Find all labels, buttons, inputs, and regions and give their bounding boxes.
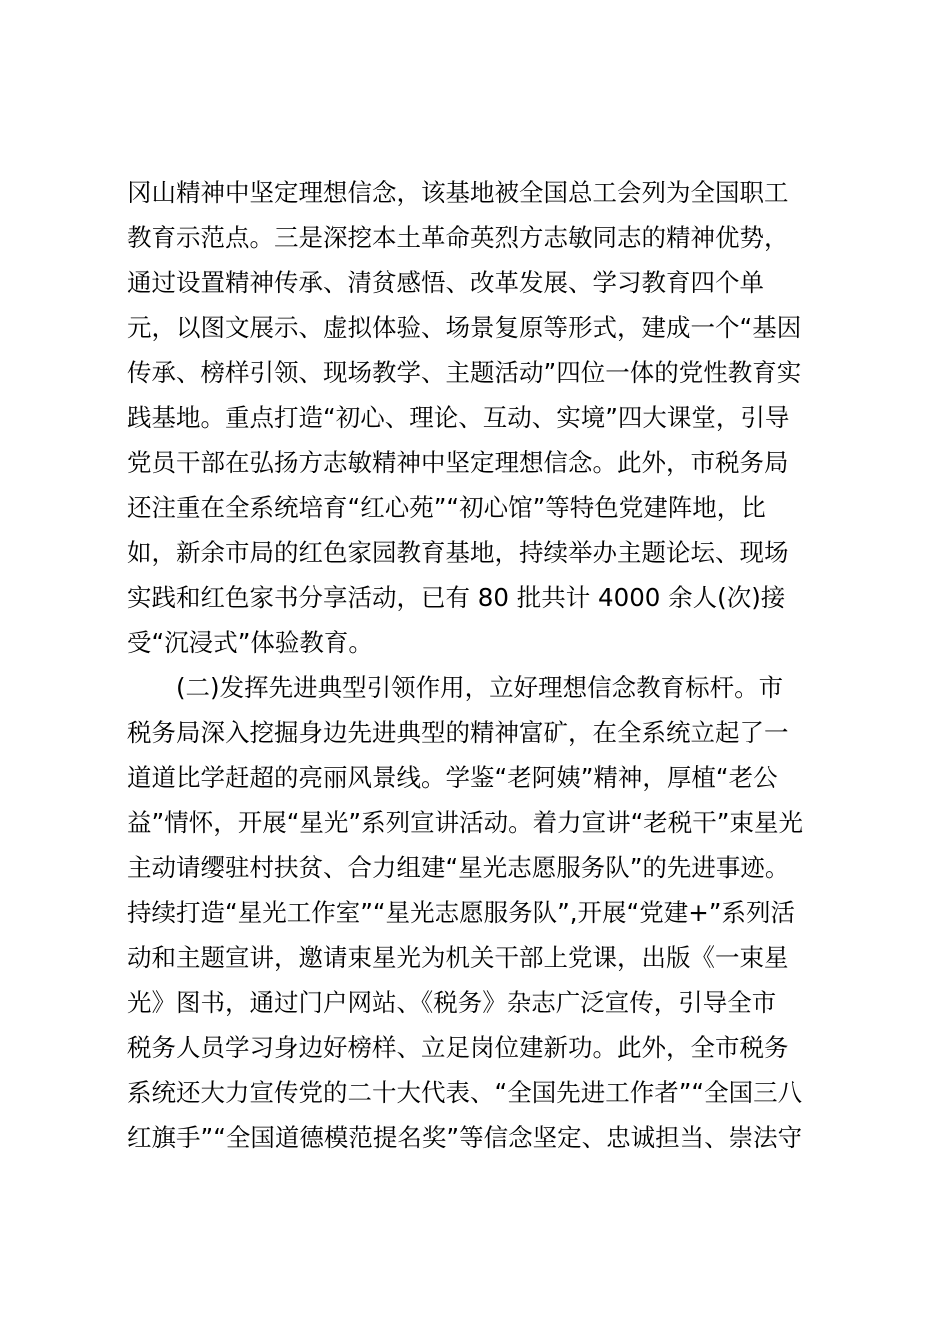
text-line: 光》图书，通过门户网站、《税务》杂志广泛宣传，引导全市 [127,988,777,1017]
text-line: 红旗手”“全国道德模范提名奖”等信念坚定、忠诚担当、崇法守 [127,1123,803,1152]
text-line: 主动请缨驻村扶贫、合力组建“星光志愿服务队”的先进事迹。 [127,853,790,882]
text-line: 道道比学赶超的亮丽风景线。学鉴“老阿姨”精神，厚植“老公 [127,763,778,792]
text-line: 元，以图文展示、虚拟体验、场景复原等形式，建成一个“基因 [127,313,802,342]
text-line: 税务人员学习身边好榜样、立足岗位建新功。此外，全市税务 [127,1033,789,1062]
text-line: 如，新余市局的红色家园教育基地，持续举办主题论坛、现场 [127,538,789,567]
text-line: 系统还大力宣传党的二十大代表、“全国先进工作者”“全国三八 [127,1078,803,1107]
section-heading-line: (二)发挥先进典型引领作用，立好理想信念教育标杆。市 [176,673,784,702]
text-line: 受“沉浸式”体验教育。 [127,628,373,657]
text-line: 践基地。重点打造“初心、理论、互动、实境”四大课堂，引导 [127,403,790,432]
text-line: 传承、榜样引领、现场教学、主题活动”四位一体的党性教育实 [127,358,802,387]
text-line: 冈山精神中坚定理想信念，该基地被全国总工会列为全国职工 [127,178,789,207]
text-line: 教育示范点。三是深挖本土革命英烈方志敏同志的精神优势， [127,223,789,252]
text-line: 税务局深入挖掘身边先进典型的精神富矿，在全系统立起了一 [127,718,789,747]
text-line: 党员干部在弘扬方志敏精神中坚定理想信念。此外，市税务局 [127,448,789,477]
text-line: 通过设置精神传承、清贫感悟、改革发展、学习教育四个单 [127,268,764,297]
text-line: 益”情怀，开展“星光”系列宣讲活动。着力宣讲“老税干”束星光 [127,808,803,837]
text-line: 还注重在全系统培育“红心苑”“初心馆”等特色党建阵地，比 [127,493,766,522]
text-line: 持续打造“星光工作室”“星光志愿服务队”,开展“党建+”系列活 [127,898,795,927]
body-text [127,170,837,1160]
text-line: 实践和红色家书分享活动，已有 80 批共计 4000 余人(次)接 [127,583,786,612]
text-line: 动和主题宣讲，邀请束星光为机关干部上党课，出版《一束星 [127,943,789,972]
